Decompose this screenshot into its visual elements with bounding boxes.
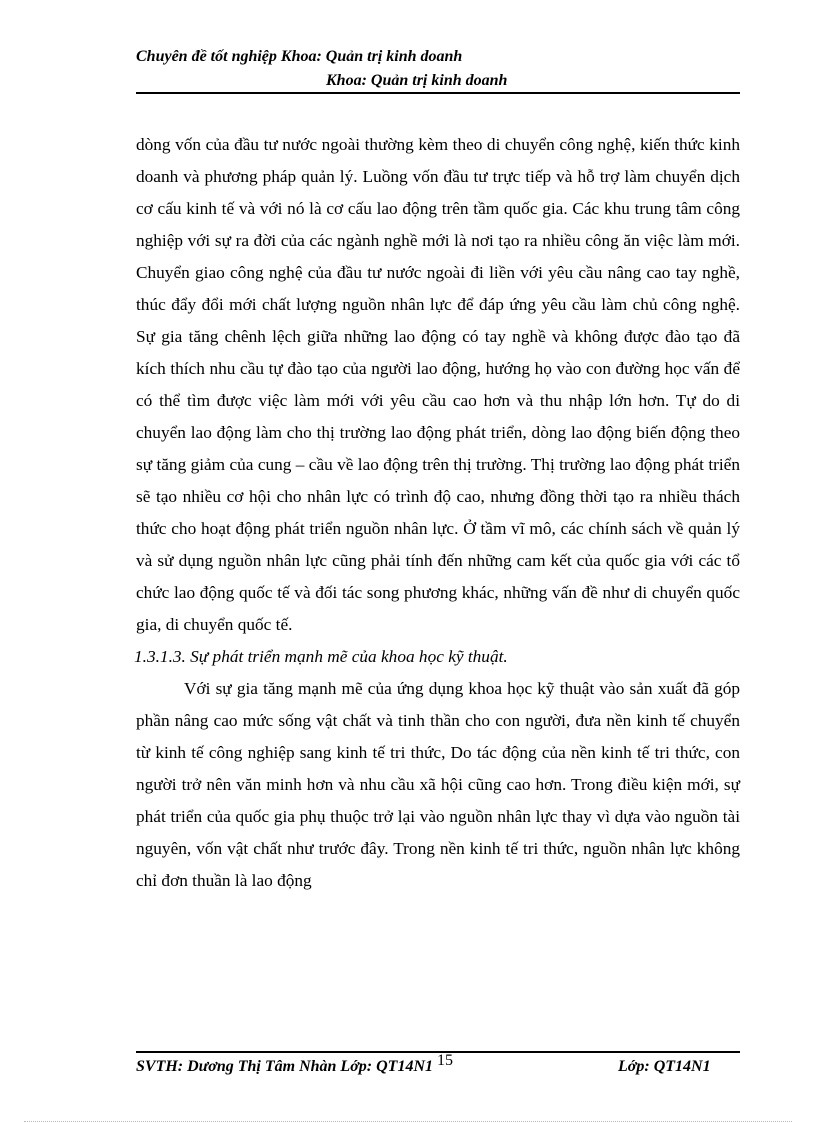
paragraph-2: Với sự gia tăng mạnh mẽ của ứng dụng khoa học kỹ thuật vào sản xuất đã góp phần nâng cao mức sống vật chất và tinh thần cho con người, đưa nền kinh tế chuyển từ kinh tế công nghiệp sang kinh tế tri thức, Do tác động của nền kinh tế tri thức, con người trở nên văn minh hơn và nhu cầu xã hội cũng cao hơn. Trong điều kiện mới, sự phát triển của quốc gia phụ thuộc trở lại vào nguồn nhân lực thay vì dựa vào nguồn tài nguyên, vốn vật chất như trước đây. Trong nền kinh tế tri thức, nguồn nhân lực không chỉ đơn thuần là lao động (136, 679, 740, 890)
header-title: Chuyên đề tốt nghiệp Khoa: Quản trị kinh doanh (136, 48, 463, 65)
footer-author: SVTH: Dương Thị Tâm Nhàn Lớp: QT14N1 (136, 1058, 433, 1075)
footer-class: Lớp: QT14N1 (618, 1058, 711, 1075)
page-number: 15 (437, 1052, 453, 1069)
header-subtitle: Khoa: Quản trị kinh doanh (326, 72, 508, 89)
section-heading: 1.3.1.3. Sự phát triển mạnh mẽ của khoa học kỹ thuật. (134, 647, 508, 666)
paragraph-1: dòng vốn của đầu tư nước ngoài thường kèm theo di chuyển công nghệ, kiến thức kinh doanh và phương pháp quản lý. Luồng vốn đầu tư trực tiếp và hỗ trợ làm chuyển dịch cơ cấu kinh tế và với nó là cơ cấu lao động trên tầm quốc gia. Các khu trung tâm công nghiệp với sự ra đời của các ngành nghề mới là nơi tạo ra nhiều công ăn việc làm mới. Chuyển giao công nghệ của đầu tư nước ngoài đi liền với yêu cầu nâng cao tay nghề, thúc đẩy đổi mới chất lượng nguồn nhân lực để đáp ứng yêu cầu làm chủ công nghệ. Sự gia tăng chênh lệch giữa những lao động có tay nghề và không được đào tạo đã kích thích nhu cầu tự đào tạo của người lao động, hướng họ vào con đường học vấn để có thể tìm được việc làm mới với yêu cầu cao hơn và thu nhập lớn hơn. Tự do di chuyển lao động làm cho thị trường lao động phát triển, dòng lao động biến động theo sự tăng giảm của cung – cầu về lao động trên thị trường. Thị trường lao động phát triển sẽ tạo nhiều cơ hội cho nhân lực có trình độ cao, nhưng đồng thời tạo ra nhiều thách thức cho hoạt động phát triển nguồn nhân lực. Ở tầm vĩ mô, các chính sách về quản lý và sử dụng nguồn nhân lực cũng phải tính đến những cam kết của quốc gia với các tổ chức lao động quốc tế và đối tác song phương khác, những vấn đề như di chuyển quốc gia, di chuyển quốc tế. (136, 135, 740, 634)
page-edge (24, 1121, 792, 1122)
document-body (136, 129, 740, 897)
header-rule (136, 92, 740, 94)
